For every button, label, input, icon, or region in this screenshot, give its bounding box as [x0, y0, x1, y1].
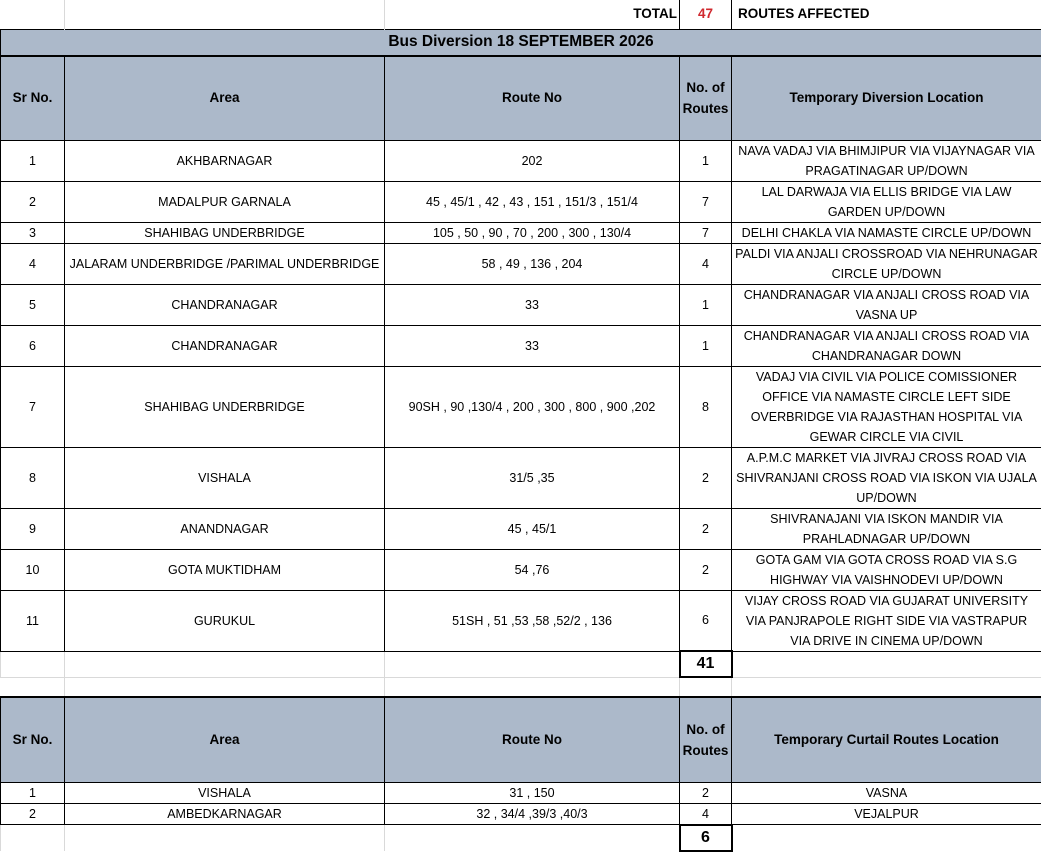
curtail-table [0, 696, 1041, 852]
route-no-cell: 54 ,76 [385, 549, 680, 590]
table-row [1, 140, 1041, 181]
header-area: Area [65, 56, 385, 140]
route-no-cell: 33 [385, 325, 680, 366]
area-cell: JALARAM UNDERBRIDGE /PARIMAL UNDERBRIDGE [65, 243, 385, 284]
area-cell: VISHALA [65, 447, 385, 508]
route-count-cell: 1 [680, 284, 732, 325]
route-count-cell: 6 [680, 590, 732, 651]
sr-no-cell: 5 [1, 284, 65, 325]
area-cell: SHAHIBAG UNDERBRIDGE [65, 366, 385, 447]
area-cell: AMBEDKARNAGAR [65, 803, 385, 825]
table-row [1, 447, 1041, 508]
route-no-cell: 32 , 34/4 ,39/3 ,40/3 [385, 803, 680, 825]
location-cell: LAL DARWAJA VIA ELLIS BRIDGE VIA LAW GARDEN UP/DOWN [732, 181, 1041, 222]
header-no-of-routes: No. of Routes [680, 56, 732, 140]
table-row [1, 284, 1041, 325]
area-cell: GOTA MUKTIDHAM [65, 549, 385, 590]
route-no-cell: 31/5 ,35 [385, 447, 680, 508]
sr-no-cell: 6 [1, 325, 65, 366]
route-no-cell: 90SH , 90 ,130/4 , 200 , 300 , 800 , 900 ,202 [385, 366, 680, 447]
route-count-cell: 1 [680, 140, 732, 181]
location-cell: A.P.M.C MARKET VIA JIVRAJ CROSS ROAD VIA SHIVRANJANI CROSS ROAD VIA ISKON VIA UJALA UP/DOWN [732, 447, 1041, 508]
route-no-cell: 45 , 45/1 [385, 508, 680, 549]
route-count-cell: 2 [680, 508, 732, 549]
area-cell: AKHBARNAGAR [65, 140, 385, 181]
table-row [1, 803, 1041, 825]
total-label: TOTAL [385, 0, 680, 29]
table-row [1, 181, 1041, 222]
route-count-cell: 2 [680, 549, 732, 590]
route-count-cell: 2 [680, 447, 732, 508]
location-cell: CHANDRANAGAR VIA ANJALI CROSS ROAD VIA CHANDRANAGAR DOWN [732, 325, 1041, 366]
table-row [1, 222, 1041, 243]
area-cell: SHAHIBAG UNDERBRIDGE [65, 222, 385, 243]
table-row [1, 243, 1041, 284]
table-row [1, 782, 1041, 803]
route-no-cell: 202 [385, 140, 680, 181]
curtail-subtotal: 6 [680, 825, 732, 851]
sr-no-cell: 11 [1, 590, 65, 651]
table-row [1, 366, 1041, 447]
diversion-subtotal: 41 [680, 651, 732, 677]
curtail-header-route-no: Route No [385, 697, 680, 782]
sr-no-cell: 3 [1, 222, 65, 243]
area-cell: MADALPUR GARNALA [65, 181, 385, 222]
header-diversion-location: Temporary Diversion Location [732, 56, 1041, 140]
area-cell: GURUKUL [65, 590, 385, 651]
route-no-cell: 33 [385, 284, 680, 325]
area-cell: VISHALA [65, 782, 385, 803]
curtail-header-area: Area [65, 697, 385, 782]
route-count-cell: 7 [680, 181, 732, 222]
sr-no-cell: 10 [1, 549, 65, 590]
area-cell: ANANDNAGAR [65, 508, 385, 549]
route-no-cell: 51SH , 51 ,53 ,58 ,52/2 , 136 [385, 590, 680, 651]
area-cell: CHANDRANAGAR [65, 325, 385, 366]
routes-affected-label: ROUTES AFFECTED [732, 0, 1041, 29]
sr-no-cell: 2 [1, 181, 65, 222]
location-cell: SHIVRANAJANI VIA ISKON MANDIR VIA PRAHLADNAGAR UP/DOWN [732, 508, 1041, 549]
route-no-cell: 31 , 150 [385, 782, 680, 803]
area-cell: CHANDRANAGAR [65, 284, 385, 325]
sr-no-cell: 7 [1, 366, 65, 447]
curtail-header-no-of-routes: No. of Routes [680, 697, 732, 782]
table-row [1, 508, 1041, 549]
route-no-cell: 58 , 49 , 136 , 204 [385, 243, 680, 284]
route-no-cell: 105 , 50 , 90 , 70 , 200 , 300 , 130/4 [385, 222, 680, 243]
location-cell: VIJAY CROSS ROAD VIA GUJARAT UNIVERSITY VIA PANJRAPOLE RIGHT SIDE VIA VASTRAPUR VIA DRIVE IN CINEMA UP/DOWN [732, 590, 1041, 651]
location-cell: DELHI CHAKLA VIA NAMASTE CIRCLE UP/DOWN [732, 222, 1041, 243]
route-no-cell: 45 , 45/1 , 42 , 43 , 151 , 151/3 , 151/4 [385, 181, 680, 222]
table-row [1, 325, 1041, 366]
location-cell: VEJALPUR [732, 803, 1041, 825]
curtail-header-sr-no: Sr No. [1, 697, 65, 782]
location-cell: VASNA [732, 782, 1041, 803]
route-count-cell: 8 [680, 366, 732, 447]
table-row [1, 590, 1041, 651]
total-value: 47 [680, 0, 732, 29]
sr-no-cell: 8 [1, 447, 65, 508]
route-count-cell: 1 [680, 325, 732, 366]
sr-no-cell: 1 [1, 782, 65, 803]
summary-table [0, 0, 1041, 56]
location-cell: GOTA GAM VIA GOTA CROSS ROAD VIA S.G HIGHWAY VIA VAISHNODEVI UP/DOWN [732, 549, 1041, 590]
sr-no-cell: 4 [1, 243, 65, 284]
location-cell: CHANDRANAGAR VIA ANJALI CROSS ROAD VIA VASNA UP [732, 284, 1041, 325]
header-route-no: Route No [385, 56, 680, 140]
route-count-cell: 7 [680, 222, 732, 243]
location-cell: VADAJ VIA CIVIL VIA POLICE COMISSIONER OFFICE VIA NAMASTE CIRCLE LEFT SIDE OVERBRIDGE VIA RAJASTHAN HOSPITAL VIA GEWAR CIRCLE VIA CIVIL [732, 366, 1041, 447]
header-sr-no: Sr No. [1, 56, 65, 140]
sr-no-cell: 9 [1, 508, 65, 549]
sr-no-cell: 2 [1, 803, 65, 825]
curtail-header-location: Temporary Curtail Routes Location [732, 697, 1041, 782]
location-cell: NAVA VADAJ VIA BHIMJIPUR VIA VIJAYNAGAR VIA PRAGATINAGAR UP/DOWN [732, 140, 1041, 181]
location-cell: PALDI VIA ANJALI CROSSROAD VIA NEHRUNAGAR CIRCLE UP/DOWN [732, 243, 1041, 284]
sr-no-cell: 1 [1, 140, 65, 181]
route-count-cell: 2 [680, 782, 732, 803]
diversion-title: Bus Diversion 18 SEPTEMBER 2026 [1, 29, 1041, 55]
diversion-table [0, 56, 1041, 697]
table-row [1, 549, 1041, 590]
route-count-cell: 4 [680, 243, 732, 284]
route-count-cell: 4 [680, 803, 732, 825]
